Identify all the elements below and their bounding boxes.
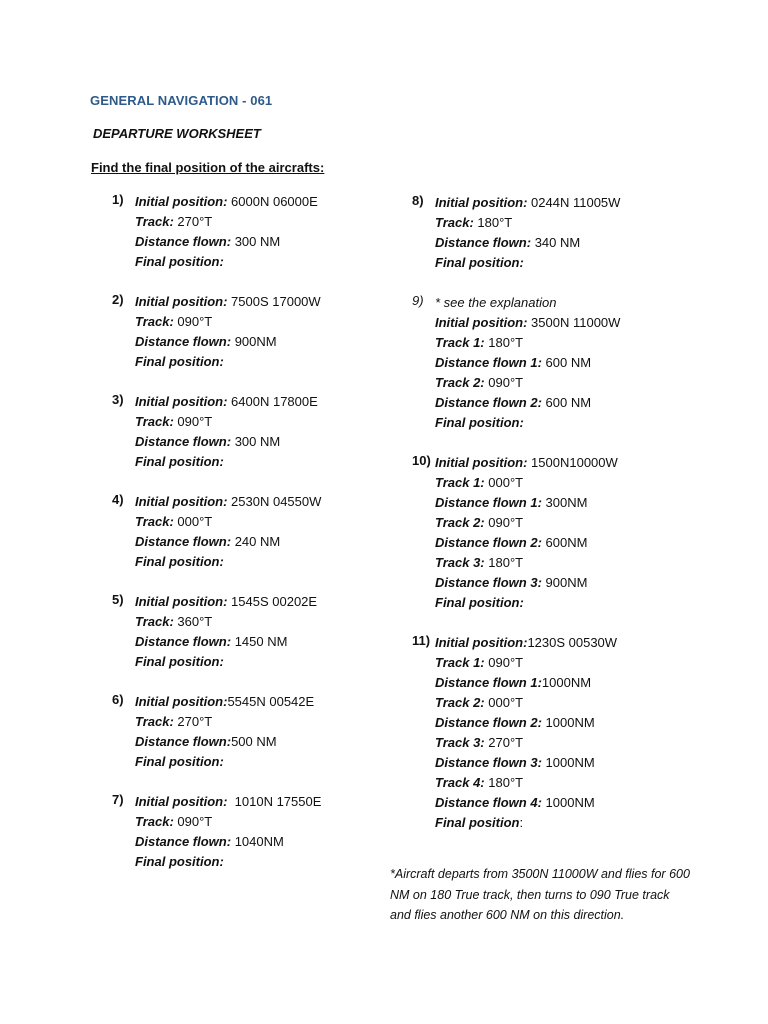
problem-line xyxy=(135,752,402,772)
field-value: 6400N 17800E xyxy=(227,394,318,409)
problem-line xyxy=(435,233,702,253)
problem-line xyxy=(135,652,402,672)
worksheet-subtitle: DEPARTURE WORKSHEET xyxy=(93,126,261,141)
field-label: Distance flown 1: xyxy=(435,675,542,690)
field-label: Initial position: xyxy=(435,195,528,210)
field-value: 2530N 04550W xyxy=(227,494,322,509)
field-label: Final position: xyxy=(135,254,224,269)
problem-item xyxy=(412,193,702,273)
problem-line xyxy=(135,252,402,272)
problem-line xyxy=(435,593,702,613)
field-value: 600 NM xyxy=(541,395,592,410)
problem-number: 1) xyxy=(112,192,124,207)
problem-line xyxy=(135,212,402,232)
problem-line xyxy=(435,813,702,833)
field-label: Distance flown: xyxy=(135,534,232,549)
problem-line xyxy=(435,393,702,413)
field-label: Distance flown 2: xyxy=(435,715,542,730)
problem-line xyxy=(435,793,702,813)
problem-line xyxy=(435,533,702,553)
field-value: 0244N 11005W xyxy=(527,195,621,210)
problem-line xyxy=(135,392,402,412)
field-label: Distance flown 3: xyxy=(435,575,542,590)
field-value: 5545N 00542E xyxy=(227,694,315,709)
field-value: 300NM xyxy=(541,495,588,510)
field-label: Initial position: xyxy=(135,694,228,709)
problem-line xyxy=(135,412,402,432)
problem-line xyxy=(435,453,702,473)
field-value: 270°T xyxy=(173,714,213,729)
field-value: 600NM xyxy=(541,535,588,550)
problem-number: 8) xyxy=(412,193,424,208)
field-label: Final position: xyxy=(435,415,524,430)
problem-line xyxy=(435,693,702,713)
problem-line xyxy=(135,532,402,552)
problem-number: 4) xyxy=(112,492,124,507)
field-value: 1040NM xyxy=(231,834,284,849)
problem-line xyxy=(435,753,702,773)
problem-line xyxy=(135,352,402,372)
field-value: 090°T xyxy=(173,814,213,829)
field-value: 1500N10000W xyxy=(527,455,618,470)
problem-item xyxy=(112,192,402,272)
field-value: 1000NM xyxy=(541,755,595,770)
field-label: Initial position: xyxy=(135,394,228,409)
field-value: 090°T xyxy=(484,375,524,390)
problem-line xyxy=(435,573,702,593)
field-value: 240 NM xyxy=(231,534,281,549)
field-label: Final position: xyxy=(135,454,224,469)
field-label: Initial position: xyxy=(135,294,228,309)
field-label: Distance flown 3: xyxy=(435,755,542,770)
field-label: Initial position: xyxy=(435,455,528,470)
problem-line xyxy=(435,673,702,693)
problem-line xyxy=(135,312,402,332)
problem-item xyxy=(412,453,702,613)
field-label: Distance flown: xyxy=(135,434,232,449)
field-label: Distance flown: xyxy=(135,734,232,749)
explanation-footnote: *Aircraft departs from 3500N 11000W and flies for 600 NM on 180 True track, then turns to 090 True track and flies another 600 NM on this direction. xyxy=(390,867,690,922)
field-label: Track 3: xyxy=(435,735,485,750)
field-value: 1230S 00530W xyxy=(527,635,618,650)
problem-line xyxy=(135,592,402,612)
document-title: GENERAL NAVIGATION - 061 xyxy=(90,93,273,108)
field-value: 270°T xyxy=(484,735,524,750)
problem-line xyxy=(435,473,702,493)
field-value: 360°T xyxy=(173,614,213,629)
problem-line xyxy=(135,692,402,712)
field-value: 1545S 00202E xyxy=(227,594,318,609)
field-label: Initial position: xyxy=(135,794,228,809)
field-value: 600 NM xyxy=(541,355,592,370)
problem-item xyxy=(112,792,402,872)
problem-line xyxy=(135,792,402,812)
problem-number: 10) xyxy=(412,453,431,468)
field-value: 1000NM xyxy=(541,795,595,810)
problem-item xyxy=(112,292,402,372)
field-label: Track 4: xyxy=(435,775,485,790)
field-label: Track 3: xyxy=(435,555,485,570)
field-label: Final position: xyxy=(135,654,224,669)
problem-item xyxy=(412,633,702,833)
problem-line xyxy=(135,852,402,872)
problem-line xyxy=(435,313,702,333)
field-label: Track: xyxy=(135,314,174,329)
field-value: 3500N 11000W xyxy=(527,315,621,330)
problem-item xyxy=(412,293,702,433)
field-value: 6000N 06000E xyxy=(227,194,318,209)
problem-line xyxy=(435,193,702,213)
problem-line xyxy=(435,733,702,753)
problem-line xyxy=(135,452,402,472)
problem-line xyxy=(135,192,402,212)
problem-number: 5) xyxy=(112,592,124,607)
field-value: 300 NM xyxy=(231,234,281,249)
field-value: 900NM xyxy=(541,575,588,590)
problem-line xyxy=(135,832,402,852)
field-label: Track: xyxy=(135,614,174,629)
problem-number: 9) xyxy=(412,293,424,308)
problem-line xyxy=(435,633,702,653)
field-label: Final position: xyxy=(135,354,224,369)
problem-number: 2) xyxy=(112,292,124,307)
field-label: Final position: xyxy=(435,595,524,610)
problem-line xyxy=(135,512,402,532)
field-value: 000°T xyxy=(484,475,524,490)
problem-number: 11) xyxy=(412,633,431,648)
field-label: Track: xyxy=(135,514,174,529)
field-label: Final position: xyxy=(435,255,524,270)
problem-line xyxy=(435,493,702,513)
problem-number: 7) xyxy=(112,792,124,807)
problem-line xyxy=(435,513,702,533)
problem-line xyxy=(435,553,702,573)
instruction-text: Find the final position of the aircrafts: xyxy=(91,160,325,175)
field-label: Distance flown 1: xyxy=(435,355,542,370)
field-label: Distance flown 4: xyxy=(435,795,542,810)
field-value: 000°T xyxy=(484,695,524,710)
field-label: Initial position: xyxy=(135,194,228,209)
field-label: Distance flown: xyxy=(135,634,232,649)
field-value: 090°T xyxy=(484,515,524,530)
problem-number: 6) xyxy=(112,692,124,707)
field-label: Track: xyxy=(135,714,174,729)
problem-line xyxy=(435,213,702,233)
field-label: Track: xyxy=(135,414,174,429)
field-label: Final position xyxy=(435,815,520,830)
field-label: Distance flown 2: xyxy=(435,535,542,550)
field-label: Track 2: xyxy=(435,375,485,390)
field-label: Distance flown 2: xyxy=(435,395,542,410)
field-value: 500 NM xyxy=(231,734,277,749)
field-value: : xyxy=(519,815,524,830)
field-value: 300 NM xyxy=(231,434,281,449)
problem-line xyxy=(135,552,402,572)
field-value: 090°T xyxy=(173,414,213,429)
field-value: 270°T xyxy=(173,214,213,229)
field-value: 180°T xyxy=(484,775,524,790)
field-label: Initial position: xyxy=(435,635,528,650)
field-value: 1000NM xyxy=(541,715,595,730)
field-value: 900NM xyxy=(231,334,277,349)
problem-item xyxy=(112,492,402,572)
problem-line xyxy=(435,773,702,793)
problem-line xyxy=(435,373,702,393)
problem-line xyxy=(435,653,702,673)
field-label: Track: xyxy=(135,814,174,829)
field-label: Track: xyxy=(435,215,474,230)
problem-item xyxy=(112,692,402,772)
problem-line xyxy=(435,713,702,733)
field-value: 7500S 17000W xyxy=(227,294,321,309)
problem-line xyxy=(135,812,402,832)
problem-number: 3) xyxy=(112,392,124,407)
problem-line xyxy=(135,332,402,352)
field-value: 180°T xyxy=(473,215,513,230)
field-label: Track 1: xyxy=(435,655,485,670)
problem-line xyxy=(435,413,702,433)
problem-line xyxy=(435,353,702,373)
field-label: Initial position: xyxy=(135,494,228,509)
field-label: Distance flown: xyxy=(135,834,232,849)
field-label: Distance flown: xyxy=(135,234,232,249)
problem-item xyxy=(112,592,402,672)
problem-line xyxy=(435,253,702,273)
field-label: Track: xyxy=(135,214,174,229)
field-label: Track 1: xyxy=(435,475,485,490)
problem-line xyxy=(135,612,402,632)
field-value: 1000NM xyxy=(541,675,592,690)
problem-line xyxy=(435,333,702,353)
field-label: Initial position: xyxy=(135,594,228,609)
field-label: Distance flown 1: xyxy=(435,495,542,510)
left-column-problems xyxy=(112,192,402,872)
field-value: 1010N 17550E xyxy=(227,794,322,809)
right-column-problems xyxy=(412,193,702,833)
problem-line xyxy=(135,492,402,512)
field-label: Final position: xyxy=(135,754,224,769)
field-label: Track 1: xyxy=(435,335,485,350)
field-value: 000°T xyxy=(173,514,213,529)
field-value: 340 NM xyxy=(531,235,581,250)
problem-note: * see the explanation xyxy=(435,295,557,310)
field-value: 180°T xyxy=(484,555,524,570)
field-label: Distance flown: xyxy=(435,235,532,250)
field-value: 1450 NM xyxy=(231,634,288,649)
problem-item xyxy=(112,392,402,472)
problem-line xyxy=(135,712,402,732)
field-label: Final position: xyxy=(135,554,224,569)
problem-line xyxy=(135,732,402,752)
problem-line xyxy=(135,292,402,312)
field-label: Initial position: xyxy=(435,315,528,330)
problem-line xyxy=(135,632,402,652)
field-value: 090°T xyxy=(173,314,213,329)
field-label: Track 2: xyxy=(435,695,485,710)
field-label: Final position: xyxy=(135,854,224,869)
field-value: 180°T xyxy=(484,335,524,350)
field-value: 090°T xyxy=(484,655,524,670)
field-label: Distance flown: xyxy=(135,334,232,349)
problem-line xyxy=(135,432,402,452)
field-label: Track 2: xyxy=(435,515,485,530)
problem-line xyxy=(135,232,402,252)
